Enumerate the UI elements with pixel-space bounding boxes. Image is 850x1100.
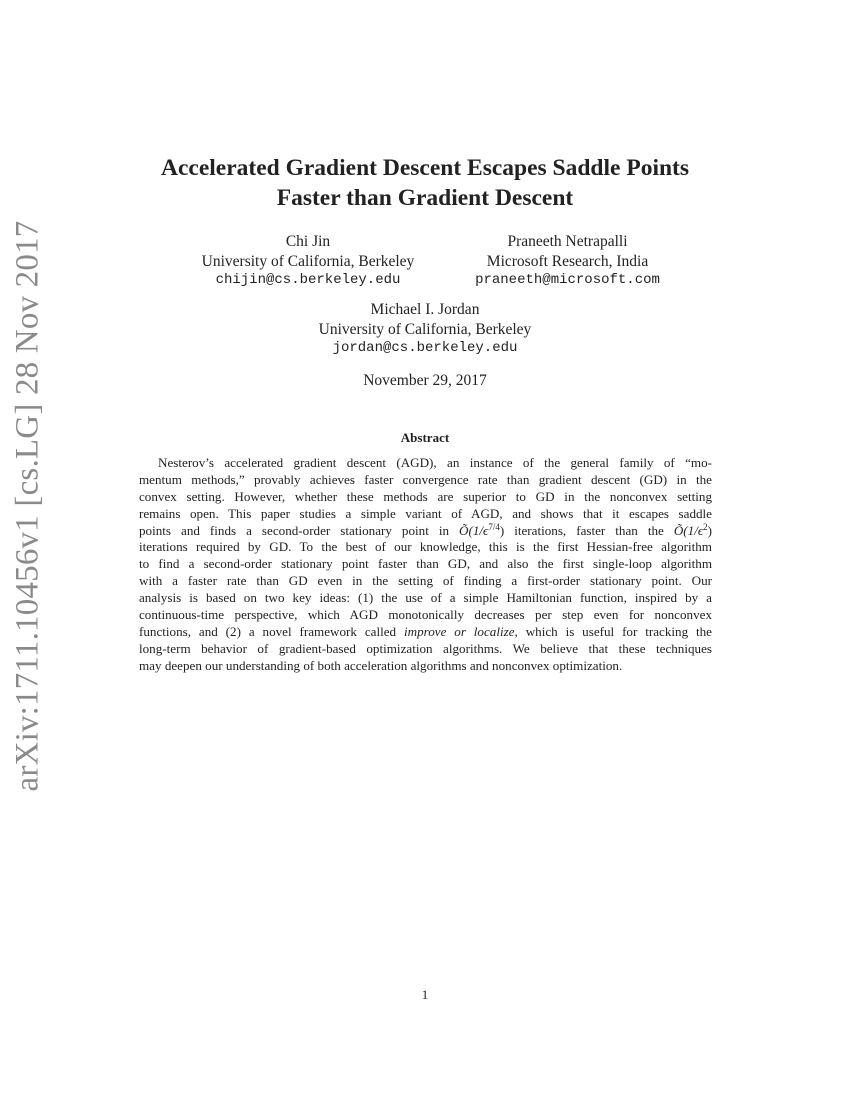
paper-title [100, 153, 750, 213]
arxiv-watermark [3, 220, 53, 791]
abstract-line: continuous-time perspective, which AGD monotonically decreases per step even for nonconvex [139, 607, 712, 623]
math-base: Õ(1/ϵ [673, 522, 704, 538]
math-complexity-agd [459, 523, 504, 538]
math-base: Õ(1/ϵ [459, 522, 489, 538]
abstract-body [139, 455, 712, 675]
text: functions, and (2) a novel framework called [139, 623, 404, 639]
abstract-line: Nesterov’s accelerated gradient descent (AGD), an instance of the general family of “mo- [158, 455, 712, 470]
abstract-line: mentum methods,” provably achieves faster convergence rate than gradient descent (GD) in the [139, 471, 712, 487]
abstract-line-with-math [139, 523, 712, 540]
author-email: praneeth@microsoft.com [475, 272, 660, 288]
abstract-line: remains open. This paper studies a simple variant of AGD, and shows that it escapes saddle [139, 505, 712, 521]
emphasis-improve-or-localize: improve or localize [403, 623, 515, 639]
author-block [178, 232, 438, 291]
author-affiliation: University of California, Berkeley [318, 320, 532, 338]
author-name: Praneeth Netrapalli [507, 233, 628, 250]
abstract-line-with-emphasis [139, 624, 712, 641]
abstract-line: may deepen our understanding of both acceleration algorithms and nonconvex optimization. [139, 657, 623, 673]
text: iterations, faster than the [504, 522, 674, 538]
author-name: Chi Jin [285, 233, 331, 250]
author-block [290, 300, 560, 359]
paper-date: November 29, 2017 [363, 372, 487, 389]
page-number: 1 [421, 987, 429, 1002]
author-block [460, 232, 675, 291]
math-exponent: 7/4 [488, 521, 500, 532]
abstract-line: with a faster rate than GD even in the setting of finding a first-order stationary point. Our [139, 573, 712, 589]
author-affiliation: University of California, Berkeley [201, 252, 415, 270]
author-email: jordan@cs.berkeley.edu [332, 340, 518, 356]
arxiv-identifier: arXiv:1711.10456v1 [cs.LG] 28 Nov 2017 [9, 220, 46, 791]
abstract-line: to find a second-order stationary point faster than GD, and also the first single-loop algorithm [139, 556, 712, 572]
author-email: chijin@cs.berkeley.edu [215, 272, 401, 288]
author-name: Michael I. Jordan [370, 301, 480, 318]
title-line-1: Accelerated Gradient Descent Escapes Saddle Points [160, 155, 690, 181]
title-line-2: Faster than Gradient Descent [276, 185, 574, 211]
author-affiliation: Microsoft Research, India [486, 252, 649, 270]
abstract-line: convex setting. However, whether these methods are superior to GD in the nonconvex setting [139, 488, 712, 504]
math-close: ) [707, 522, 712, 538]
abstract-line: analysis is based on two key ideas: (1) the use of a simple Hamiltonian function, inspired by a [139, 590, 712, 606]
math-exponent: 2 [703, 521, 708, 532]
abstract-line: iterations required by GD. To the best of our knowledge, this is the first Hessian-free algorithm [139, 539, 712, 555]
abstract-line: long-term behavior of gradient-based optimization algorithms. We believe that these techniques [139, 640, 712, 656]
math-complexity-gd [674, 523, 712, 538]
text: , which is useful for tracking the [514, 623, 712, 639]
math-close: ) [499, 522, 505, 538]
abstract-heading: Abstract [400, 430, 450, 445]
text: points and finds a second-order stationary point in [139, 522, 460, 538]
